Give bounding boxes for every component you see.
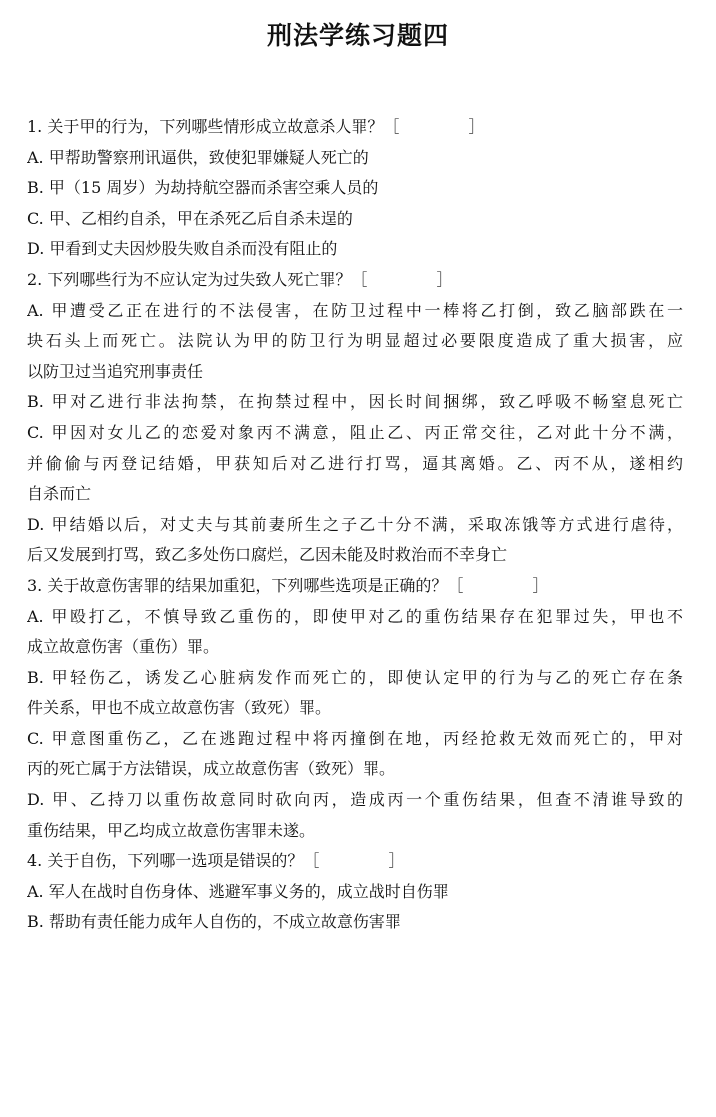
question-1-option-b: B. 甲（15 周岁）为劫持航空器而杀害空乘人员的 bbox=[27, 178, 379, 198]
question-3-stem: 3. 关于故意伤害罪的结果加重犯，下列哪些选项是正确的？［ ］ bbox=[27, 575, 549, 595]
question-3-option-c-line-1: C. 甲意图重伤乙，乙在逃跑过程中将丙撞倒在地，丙经抢救无效而死亡的，甲对 bbox=[27, 728, 683, 748]
question-2-option-c-line-2: 并偷偷与丙登记结婚，甲获知后对乙进行打骂，逼其离婚。乙、丙不从，遂相约 bbox=[27, 453, 683, 473]
question-list bbox=[27, 112, 683, 938]
question-2-option-a-line-3: 以防卫过当追究刑事责任 bbox=[27, 361, 204, 381]
question-3-option-d-line-1: D. 甲、乙持刀以重伤故意同时砍向丙，造成丙一个重伤结果，但查不清谁导致的 bbox=[27, 790, 683, 810]
question-3-option-b-line-1: B. 甲轻伤乙，诱发乙心脏病发作而死亡的，即使认定甲的行为与乙的死亡存在条 bbox=[27, 667, 683, 687]
question-3-option-a-line-1: A. 甲殴打乙，不慎导致乙重伤的，即使甲对乙的重伤结果存在犯罪过失，甲也不 bbox=[27, 606, 683, 626]
question-2-option-a-line-1: A. 甲遭受乙正在进行的不法侵害，在防卫过程中一棒将乙打倒，致乙脑部跌在一 bbox=[27, 300, 683, 320]
question-1-option-d: D. 甲看到丈夫因炒股失败自杀而没有阻止的 bbox=[27, 239, 338, 259]
question-3-option-c-line-2: 丙的死亡属于方法错误，成立故意伤害（致死）罪。 bbox=[27, 759, 396, 779]
question-2-option-d-line-1: D. 甲结婚以后，对丈夫与其前妻所生之子乙十分不满，采取冻饿等方式进行虐待， bbox=[27, 514, 683, 534]
question-3-option-a-line-2: 成立故意伤害（重伤）罪。 bbox=[27, 637, 220, 657]
question-1-option-a: A. 甲帮助警察刑讯逼供，致使犯罪嫌疑人死亡的 bbox=[27, 147, 369, 167]
question-3-option-d-line-2: 重伤结果，甲乙均成立故意伤害罪未遂。 bbox=[27, 820, 316, 840]
question-4-option-a: A. 军人在战时自伤身体、逃避军事义务的，成立战时自伤罪 bbox=[27, 881, 449, 901]
question-2-option-c-line-1: C. 甲因对女儿乙的恋爱对象丙不满意，阻止乙、丙正常交往，乙对此十分不满， bbox=[27, 422, 683, 442]
question-2-option-a-line-2: 块石头上而死亡。法院认为甲的防卫行为明显超过必要限度造成了重大损害，应 bbox=[27, 331, 683, 351]
question-2-option-b: B. 甲对乙进行非法拘禁，在拘禁过程中，因长时间捆绑，致乙呼吸不畅窒息死亡 bbox=[27, 392, 683, 412]
question-3-option-b-line-2: 件关系，甲也不成立故意伤害（致死）罪。 bbox=[27, 698, 332, 718]
question-1-option-c: C. 甲、乙相约自杀，甲在杀死乙后自杀未逞的 bbox=[27, 208, 353, 228]
page-title: 刑法学练习题四 bbox=[266, 21, 449, 50]
question-2-option-c-line-3: 自杀而亡 bbox=[27, 484, 92, 504]
question-2-option-d-line-2: 后又发展到打骂，致乙多处伤口腐烂，乙因未能及时救治而不幸身亡 bbox=[27, 545, 508, 565]
question-4-stem: 4. 关于自伤，下列哪一选项是错误的？［ ］ bbox=[27, 851, 405, 871]
question-1-stem: 1. 关于甲的行为，下列哪些情形成立故意杀人罪？［ ］ bbox=[27, 117, 485, 136]
question-2-stem: 2. 下列哪些行为不应认定为过失致人死亡罪？［ ］ bbox=[27, 269, 453, 289]
question-4-option-b: B. 帮助有责任能力成年人自伤的，不成立故意伤害罪 bbox=[27, 912, 401, 932]
